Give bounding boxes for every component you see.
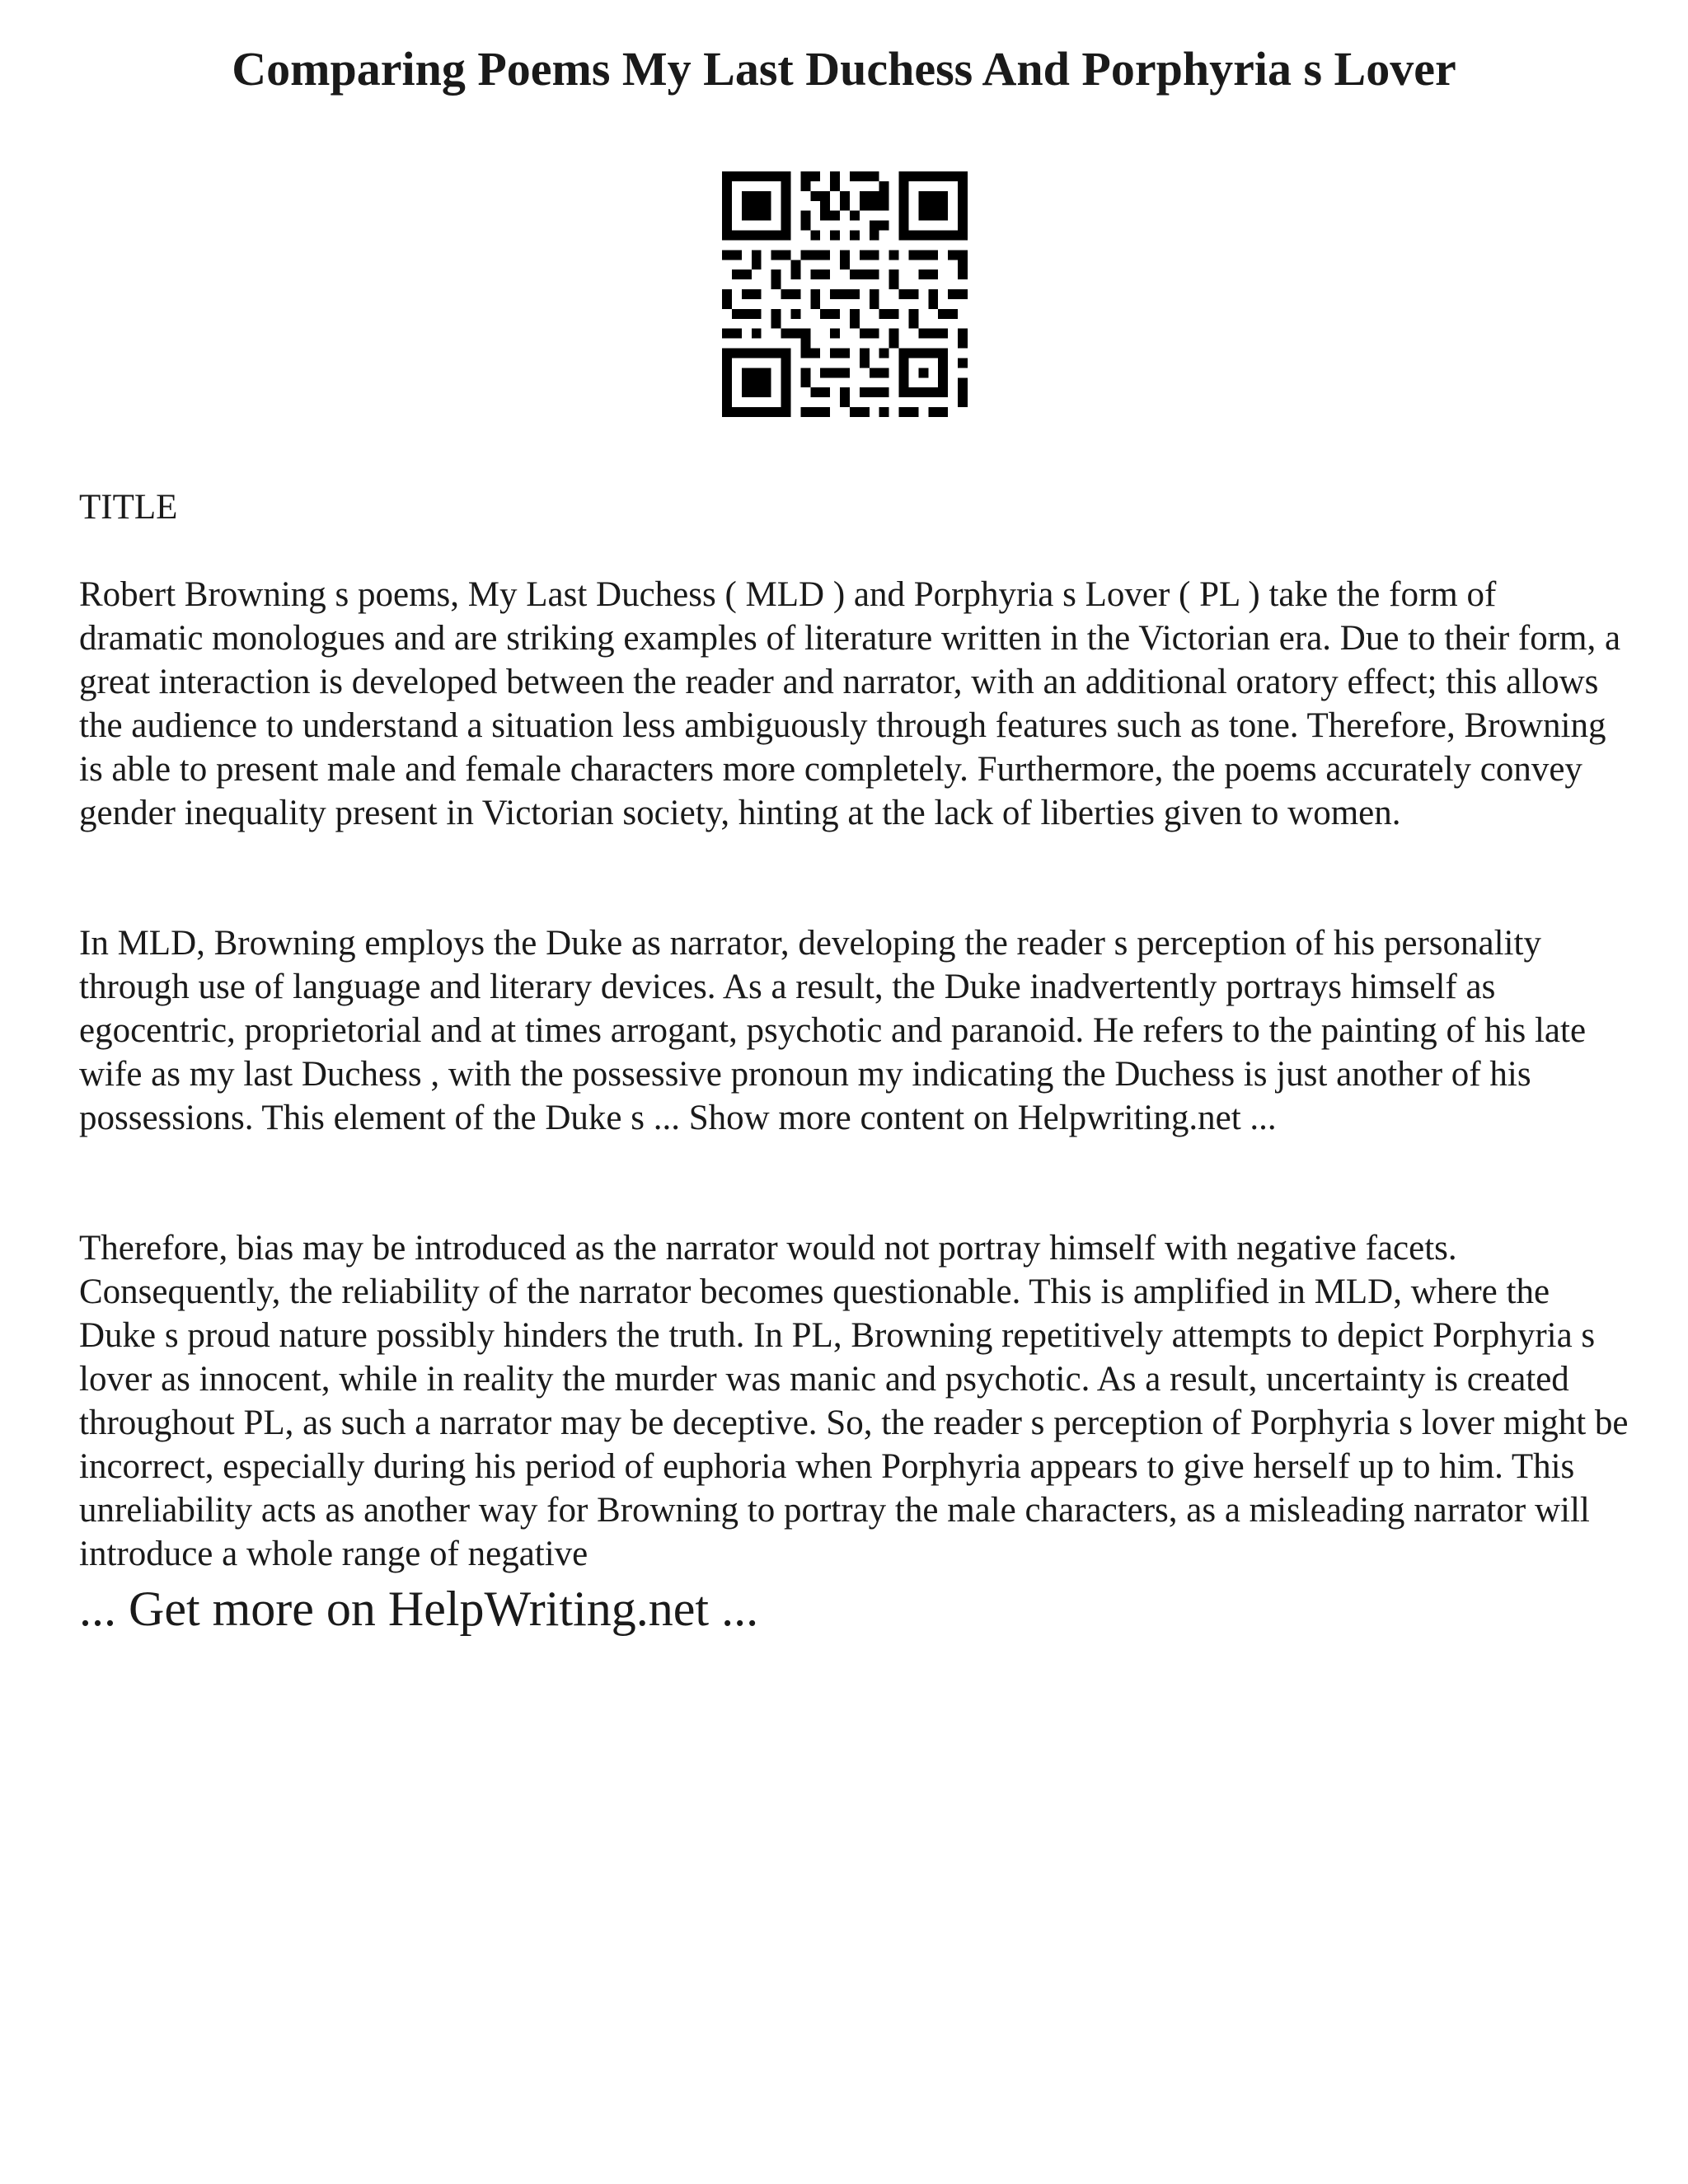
- paragraph-intro: Robert Browning s poems, My Last Duchess ( MLD ) and Porphyria s Lover ( PL ) take the form of dramatic monologues and are striking examples of literature written in the Victorian era. Due to their form, a great interaction is developed between the reader and narrator, with an additional oratory effect; this allows the audience to understand a situation less ambiguously through features such as tone. Therefore, Browning is able to present male and female characters more completely. Furthermore, the poems accurately convey gender inequality present in Victorian society, hinting at the lack of liberties given to women.: [79, 575, 1621, 832]
- get-more-link[interactable]: ... Get more on HelpWriting.net ...: [79, 1582, 759, 1636]
- qr-code-icon: [722, 171, 968, 417]
- document-title: Comparing Poems My Last Duchess And Porphyria s Lover: [232, 42, 1456, 96]
- paragraph-narrator: Therefore, bias may be introduced as the narrator would not portray himself with negative facets. Consequently, the reliability of the narrator becomes questionable. This is amplified in MLD, where the Duke s proud nature possibly hinders the truth. In PL, Browning repetitively attempts to depict Porphyria s lover as innocent, while in reality the murder was manic and psychotic. As a result, uncertainty is created throughout PL, as such a narrator may be deceptive. So, the reader s perception of Porphyria s lover might be incorrect, especially during his period of euphoria when Porphyria appears to give herself up to him. This unreliability acts as another way for Browning to portray the male characters, as a misleading narrator will introduce a whole range of negative: [79, 1229, 1629, 1573]
- paragraph-mld: In MLD, Browning employs the Duke as narrator, developing the reader s perception of his personality through use of language and literary devices. As a result, the Duke inadvertently portrays himself as egocentric, proprietorial and at times arrogant, psychotic and paranoid. He refers to the painting of his late wife as my last Duchess , with the possessive pronoun my indicating the Duchess is just another of his possessions. This element of the Duke s ... Show more content on Helpwriting.net ...: [79, 924, 1587, 1137]
- section-label: TITLE: [79, 488, 178, 527]
